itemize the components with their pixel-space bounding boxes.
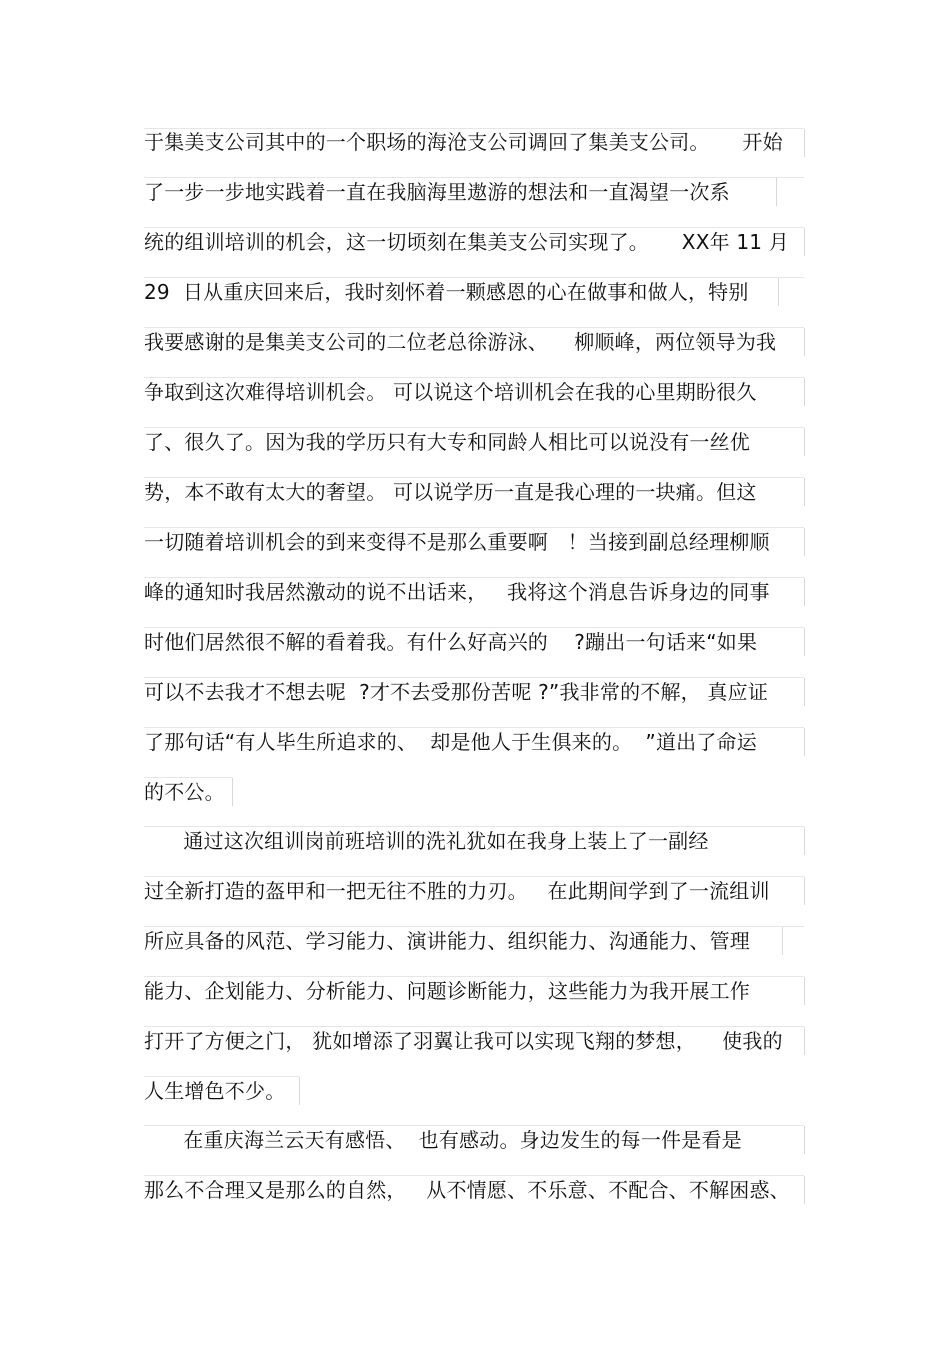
cell-tick — [299, 1077, 300, 1105]
cell-tick — [782, 927, 783, 955]
cell-tick — [804, 378, 805, 406]
text-line: 29 日从重庆回来后，我时刻怀着一颗感恩的心在做事和做人，特别 — [144, 280, 749, 304]
text-line: 了一步一步地实践着一直在我脑海里遨游的想法和一直渴望一次系 — [144, 180, 730, 204]
cell-tick — [804, 228, 805, 256]
cell-tick — [778, 278, 779, 306]
cell-tick — [804, 328, 805, 356]
cell-tick — [804, 728, 805, 756]
text-line: 过全新打造的盔甲和一把无往不胜的力刃。 在此期间学到了一流组训 — [144, 879, 770, 903]
text-line: 一切随着培训机会的到来变得不是那么重要啊 ！当接到副总经理柳顺 — [144, 530, 770, 554]
text-line: 在重庆海兰云天有感悟、 也有感动。身边发生的每一件是看是 — [144, 1128, 742, 1152]
cell-tick — [804, 1176, 805, 1204]
text-line: 人生增色不少。 — [144, 1079, 286, 1103]
cell-tick — [804, 977, 805, 1005]
cell-tick — [804, 1126, 805, 1154]
text-line: 统的组训培训的机会，这一切顷刻在集美支公司实现了。 XX年 11 月 — [144, 230, 789, 254]
text-line: 通过这次组训岗前班培训的洗礼犹如在我身上装上了一副经 — [144, 829, 709, 853]
cell-tick — [804, 678, 805, 706]
cell-tick — [804, 428, 805, 456]
text-line: 争取到这次难得培训机会。 可以说这个培训机会在我的心里期盼很久 — [144, 380, 757, 404]
text-line: 的不公。 — [144, 780, 225, 804]
cell-tick — [804, 478, 805, 506]
cell-tick — [804, 129, 805, 157]
text-line: 打开了方便之门， 犹如增添了羽翼让我可以实现飞翔的梦想， 使我的 — [144, 1029, 783, 1053]
text-line: 那么不合理又是那么的自然， 从不情愿、不乐意、不配合、不解困惑、 — [144, 1178, 790, 1202]
text-line: 了、很久了。因为我的学历只有大专和同龄人相比可以说没有一丝优 — [144, 430, 750, 454]
text-line: 我要感谢的是集美支公司的二位老总徐游泳、 柳顺峰，两位领导为我 — [144, 330, 777, 354]
text-line: 能力、企划能力、分析能力、问题诊断能力，这些能力为我开展工作 — [144, 979, 750, 1003]
text-line: 可以不去我才不想去呢 ?才不去受那份苦呢 ?”我非常的不解， 真应证 — [144, 680, 769, 704]
cell-tick — [232, 778, 233, 806]
text-line: 时他们居然很不解的看着我。有什么好高兴的 ?蹦出一句话来“如果 — [144, 630, 758, 654]
text-line: 所应具备的风范、学习能力、演讲能力、组织能力、沟通能力、管理 — [144, 929, 750, 953]
text-line: 势，本不敢有太大的奢望。 可以说学历一直是我心理的一块痛。但这 — [144, 480, 757, 504]
text-line: 于集美支公司其中的一个职场的海沧支公司调回了集美支公司。 开始 — [144, 130, 783, 154]
cell-tick — [804, 877, 805, 905]
cell-tick — [804, 1027, 805, 1055]
text-line: 峰的通知时我居然激动的说不出话来， 我将这个消息告诉身边的同事 — [144, 580, 770, 604]
cell-tick — [804, 528, 805, 556]
text-line: 了那句话“有人毕生所追求的、 却是他人于生俱来的。 ”道出了命运 — [144, 730, 757, 754]
cell-tick — [804, 827, 805, 855]
cell-tick — [804, 628, 805, 656]
cell-tick — [804, 578, 805, 606]
cell-tick — [776, 178, 777, 206]
